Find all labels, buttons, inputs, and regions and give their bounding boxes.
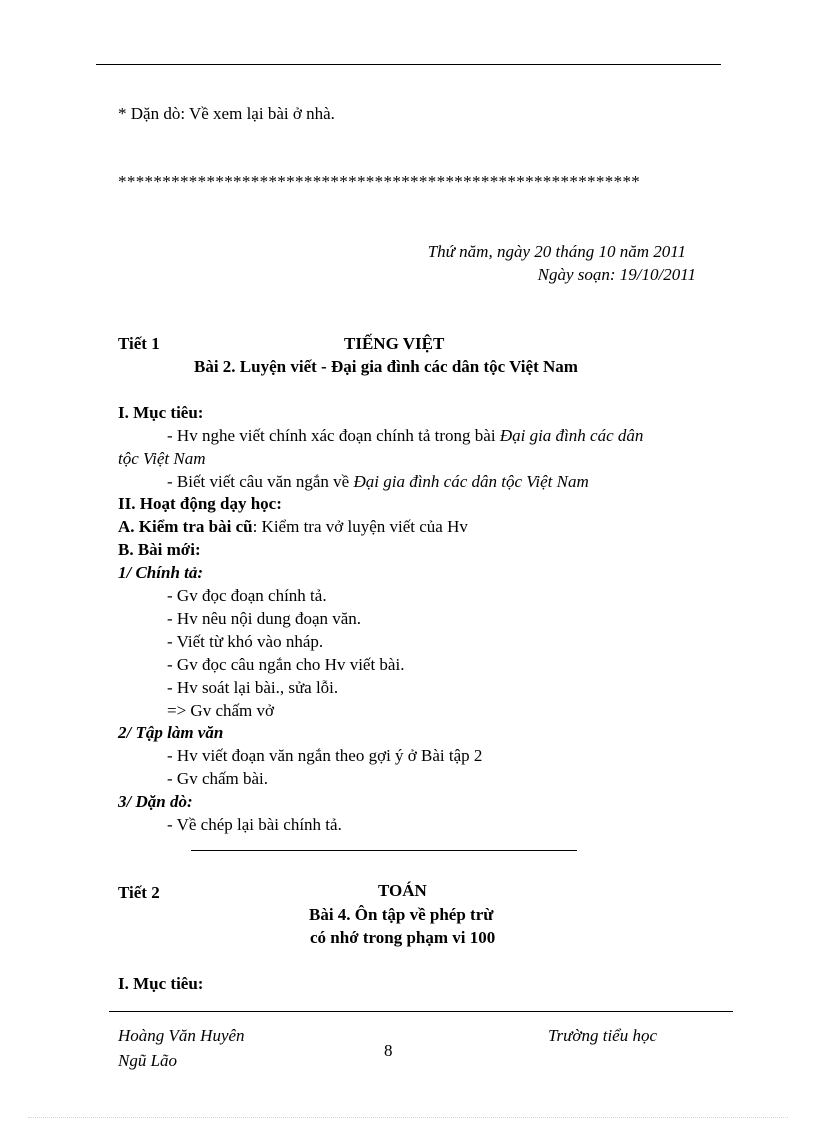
lesson1-title: Bài 2. Luyện viết - Đại gia đình các dân tộc Việt Nam (194, 357, 578, 376)
objective-2 (167, 472, 589, 492)
footer-school: Trường tiểu học (548, 1026, 658, 1045)
activities-heading: II. Hoạt động dạy học: (118, 494, 282, 513)
section1-item: - Hv nêu nội dung đoạn văn. (167, 609, 362, 628)
section1-item: - Viết từ khó vào nháp. (167, 632, 324, 651)
new-lesson-heading: B. Bài mới: (118, 540, 201, 559)
section1-item: - Gv đọc câu ngắn cho Hv viết bài. (167, 655, 405, 674)
objective-1 (167, 426, 643, 446)
lesson1-period: Tiết 1 (118, 334, 160, 353)
section1-item: => Gv chấm vở (167, 701, 275, 720)
lesson2-objectives-heading: I. Mục tiêu: (118, 974, 204, 993)
objective-2-title: Đại gia đình các dân tộc Việt Nam (353, 472, 589, 491)
prep-date: Ngày soạn: 19/10/2011 (537, 265, 696, 284)
section3-item: - Về chép lại bài chính tả. (167, 815, 342, 834)
reminder-line: * Dặn dò: Về xem lại bài ở nhà. (118, 104, 335, 123)
objective-1-title: Đại gia đình các dân (499, 426, 644, 445)
footer-location: Ngũ Lão (118, 1051, 178, 1070)
objective-1-text: - Hv nghe viết chính xác đoạn chính tả trong bài (167, 426, 500, 445)
lesson-divider (191, 850, 577, 851)
section1-item: - Hv soát lại bài., sửa lỗi. (167, 678, 339, 697)
section2-heading: 2/ Tập làm văn (118, 723, 224, 742)
review-label: A. Kiểm tra bài cũ (118, 517, 253, 536)
section2-item: - Hv viết đoạn văn ngắn theo gợi ý ở Bài tập 2 (167, 746, 483, 765)
header-rule (96, 64, 721, 65)
page-bottom-border (28, 1117, 788, 1118)
separator-stars: *********************************************************** (118, 172, 641, 191)
objectives-heading: I. Mục tiêu: (118, 403, 204, 422)
lesson2-subject: TOÁN (378, 881, 427, 900)
section1-item: - Gv đọc đoạn chính tả. (167, 586, 327, 605)
section3-heading: 3/ Dặn dò: (118, 792, 193, 811)
footer-author: Hoàng Văn Huyên (118, 1026, 245, 1045)
date-line: Thứ năm, ngày 20 tháng 10 năm 2011 (427, 242, 686, 261)
lesson2-title-line2: có nhớ trong phạm vi 100 (310, 928, 496, 947)
review-text: : Kiểm tra vở luyện viết của Hv (252, 517, 468, 536)
footer-rule (109, 1011, 733, 1012)
lesson2-title-line1: Bài 4. Ôn tập về phép trừ (309, 905, 494, 924)
lesson1-subject: TIẾNG VIỆT (344, 334, 445, 353)
section2-item: - Gv chấm bài. (167, 769, 269, 788)
section1-heading: 1/ Chính tả: (118, 563, 204, 582)
review-line (118, 517, 468, 537)
lesson2-period: Tiết 2 (118, 883, 160, 902)
objective-2-text: - Biết viết câu văn ngắn về (167, 472, 354, 491)
objective-1-continuation: tộc Việt Nam (118, 449, 206, 468)
page-number: 8 (384, 1041, 393, 1060)
